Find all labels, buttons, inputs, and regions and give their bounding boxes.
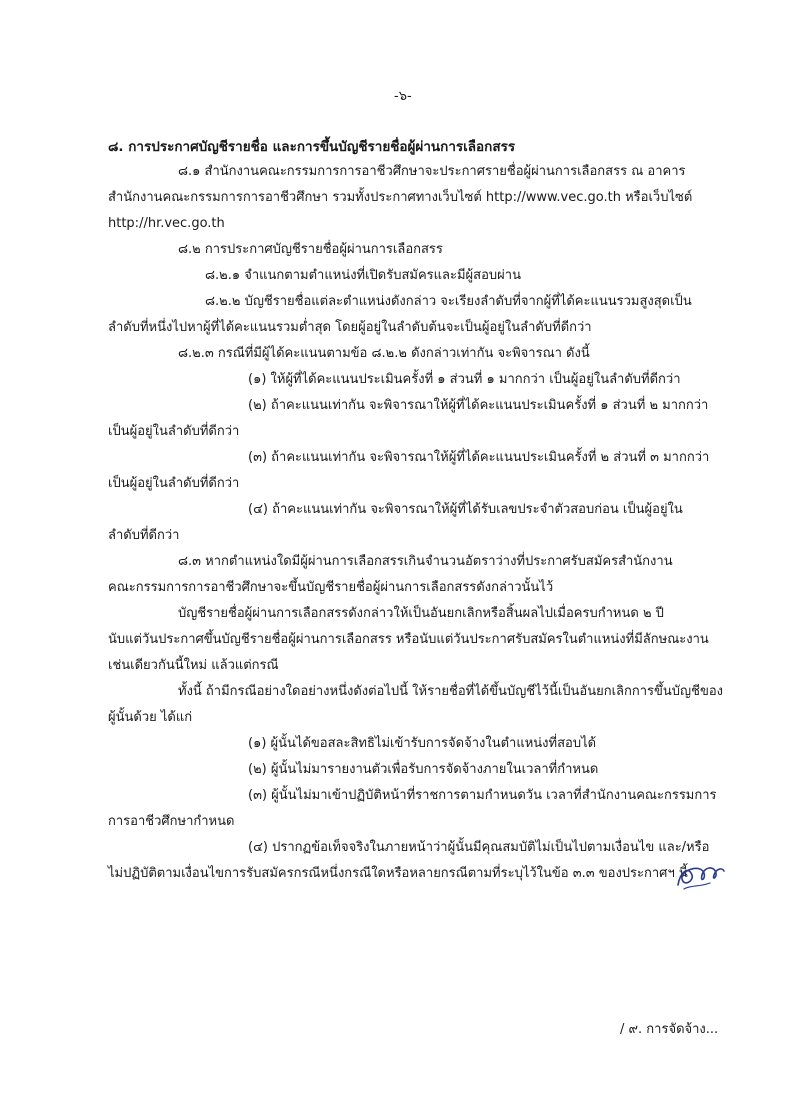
signature-initials — [670, 855, 730, 895]
paragraph-line: ๘.๓ หากตำแหน่งใดมีผู้ผ่านการเลือกสรรเกินจำนวนอัตราว่างที่ประกาศรับสมัครสำนักงาน — [178, 554, 673, 569]
paragraph-line: สำนักงานคณะกรรมการการอาชีวศึกษา รวมทั้งประกาศทางเว็บไซต์ http://www.vec.go.th หรือเว็บไซต์ — [108, 190, 693, 205]
paragraph-line: http://hr.vec.go.th — [108, 216, 225, 231]
paragraph-line: (๓) ผู้นั้นไม่มาเข้าปฏิบัติหน้าที่ราชการตามกำหนดวัน เวลาที่สำนักงานคณะกรรมการ — [248, 788, 717, 803]
paragraph-line: เช่นเดียวกันนี้ใหม่ แล้วแต่กรณี — [108, 658, 279, 673]
paragraph-line: นับแต่วันประกาศขึ้นบัญชีรายชื่อผู้ผ่านการเลือกสรร หรือนับแต่วันประกาศรับสมัครในตำแหน่งที่มีลักษณะงาน — [108, 632, 709, 647]
paragraph-line: (๑) ให้ผู้ที่ได้คะแนนประเมินครั้งที่ ๑ ส่วนที่ ๑ มากกว่า เป็นผู้อยู่ในลำดับที่ดีกว่า — [248, 372, 681, 387]
paragraph-line: ทั้งนี้ ถ้ามีกรณีอย่างใดอย่างหนึ่งดังต่อไปนี้ ให้รายชื่อที่ได้ขึ้นบัญชีไว้นี้เป็นอันยกเลิกการขึ้นบัญชีของ — [178, 684, 723, 699]
paragraph-line: การอาชีวศึกษากำหนด — [108, 814, 235, 829]
paragraph-line: คณะกรรมการการอาชีวศึกษาจะขึ้นบัญชีรายชื่อผู้ผ่านการเลือกสรรดังกล่าวนั้นไว้ — [108, 580, 554, 595]
paragraph-line: (๒) ถ้าคะแนนเท่ากัน จะพิจารณาให้ผู้ที่ได้คะแนนประเมินครั้งที่ ๑ ส่วนที่ ๒ มากกว่า — [248, 398, 709, 413]
paragraph-line: ๘.๒.๓ กรณีที่มีผู้ได้คะแนนตามข้อ ๘.๒.๒ ดังกล่าวเท่ากัน จะพิจารณา ดังนี้ — [178, 346, 590, 361]
paragraph-line: (๔) ปรากฏข้อเท็จจริงในภายหน้าว่าผู้นั้นมีคุณสมบัติไม่เป็นไปตามเงื่อนไข และ/หรือ — [248, 840, 710, 855]
continuation-note: / ๙. การจัดจ้าง... — [620, 1022, 719, 1037]
paragraph-line: (๑) ผู้นั้นได้ขอสละสิทธิไม่เข้ารับการจัดจ้างในตำแหน่งที่สอบได้ — [248, 736, 597, 751]
paragraph-line: (๔) ถ้าคะแนนเท่ากัน จะพิจารณาให้ผู้ที่ได้รับเลขประจำตัวสอบก่อน เป็นผู้อยู่ใน — [248, 502, 683, 517]
paragraph-line: เป็นผู้อยู่ในลำดับที่ดีกว่า — [108, 424, 240, 439]
paragraph-line: ๘.๒.๑ จำแนกตามตำแหน่งที่เปิดรับสมัครและมีผู้สอบผ่าน — [205, 268, 521, 283]
section-title: ๘. การประกาศบัญชีรายชื่อ และการขึ้นบัญชีรายชื่อผู้ผ่านการเลือกสรร — [108, 139, 516, 155]
paragraph-line: เป็นผู้อยู่ในลำดับที่ดีกว่า — [108, 476, 240, 491]
paragraph-line: ลำดับที่หนึ่งไปหาผู้ที่ได้คะแนนรวมต่ำสุด โดยผู้อยู่ในลำดับต้นจะเป็นผู้อยู่ในลำดับที่ดีกว่า — [108, 320, 592, 335]
paragraph-line: ไม่ปฏิบัติตามเงื่อนไขการรับสมัครกรณีหนึ่งกรณีใดหรือหลายกรณีตามที่ระบุไว้ในข้อ ๓.๓ ของประกาศฯ นี้ — [108, 866, 688, 881]
paragraph-line: ๘.๑ สำนักงานคณะกรรมการการอาชีวศึกษาจะประกาศรายชื่อผู้ผ่านการเลือกสรร ณ อาคาร — [178, 164, 686, 179]
page-number: -๖- — [394, 89, 412, 104]
paragraph-line: (๓) ถ้าคะแนนเท่ากัน จะพิจารณาให้ผู้ที่ได้คะแนนประเมินครั้งที่ ๒ ส่วนที่ ๓ มากกว่า — [248, 450, 710, 465]
paragraph-line: ๘.๒ การประกาศบัญชีรายชื่อผู้ผ่านการเลือกสรร — [178, 242, 443, 257]
paragraph-line: ๘.๒.๒ บัญชีรายชื่อแต่ละตำแหน่งดังกล่าว จะเรียงลำดับที่จากผู้ที่ได้คะแนนรวมสูงสุดเป็น — [205, 294, 692, 309]
paragraph-line: บัญชีรายชื่อผู้ผ่านการเลือกสรรดังกล่าวให้เป็นอันยกเลิกหรือสิ้นผลไปเมื่อครบกำหนด ๒ ปี — [178, 606, 664, 621]
paragraph-line: ผู้นั้นด้วย ได้แก่ — [108, 710, 193, 725]
paragraph-line: ลำดับที่ดีกว่า — [108, 528, 180, 543]
paragraph-line: (๒) ผู้นั้นไม่มารายงานตัวเพื่อรับการจัดจ้างภายในเวลาที่กำหนด — [248, 762, 599, 777]
